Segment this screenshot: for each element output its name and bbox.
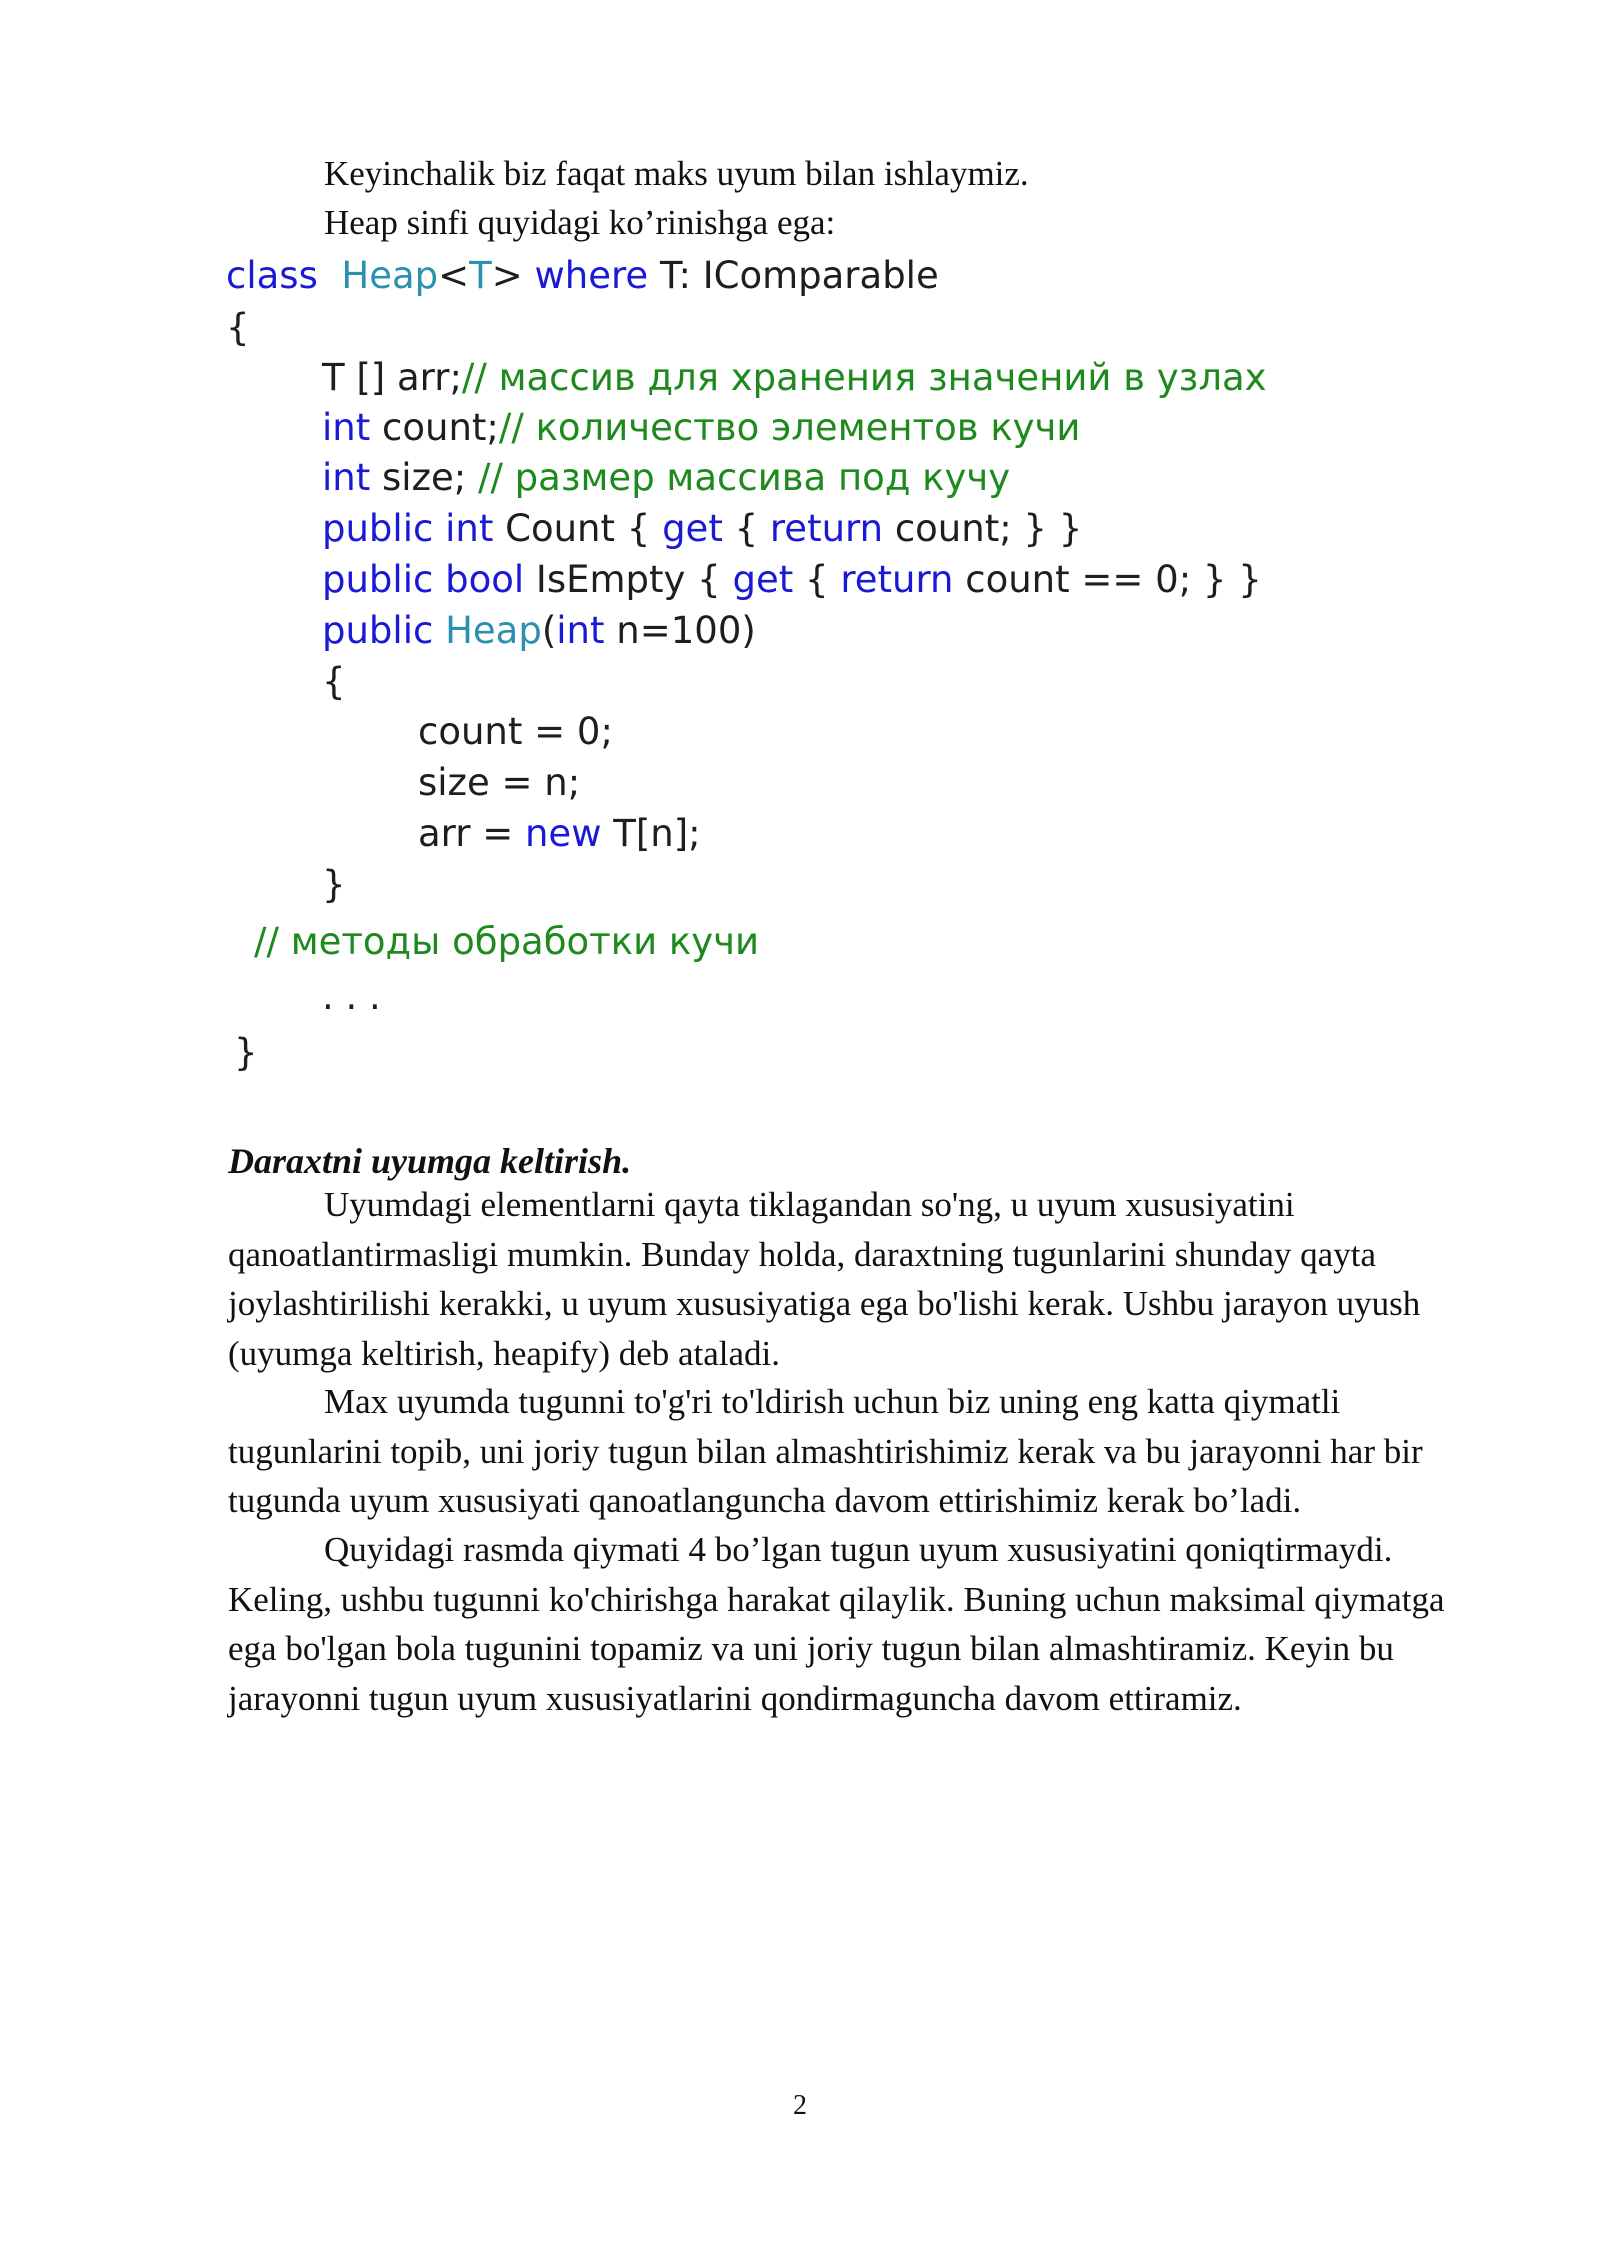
code-token: T: IComparable bbox=[659, 254, 939, 297]
paragraph: Max uyumda tugunni to'g'ri to'ldirish uchun biz uning eng katta qiymatli tugunlarini topib, uni joriy tugun bilan almashtirishimiz kerak va bu jarayonni har bir tugunda uyum xususiyati qanoatlanguncha davom ettirishimiz kerak bo’ladi. bbox=[228, 1382, 1423, 1521]
code-token: count; bbox=[382, 406, 499, 449]
code-comment: // размер массива под кучу bbox=[477, 456, 1011, 499]
code-comment: // методы обработки кучи bbox=[254, 920, 760, 963]
keyword: int bbox=[322, 406, 371, 449]
code-line-open-brace: { bbox=[226, 306, 250, 349]
code-token: T[n]; bbox=[613, 812, 701, 855]
code-line-ctor-open: { bbox=[322, 660, 346, 703]
code-line-close-brace: } bbox=[234, 1031, 258, 1074]
code-line-constructor bbox=[322, 606, 756, 656]
code-line-count-init: count = 0; bbox=[418, 710, 613, 753]
keyword: where bbox=[534, 254, 649, 297]
code-token: < bbox=[438, 254, 470, 297]
type-name: Heap bbox=[445, 609, 542, 652]
paragraph: Uyumdagi elementlarni qayta tiklagandan so'ng, u uyum xususiyatini qanoatlantirmasligi mumkin. Bunday holda, daraxtning tugunlarini shunday qayta joylashtirilishi kerakki, u uyum xususiyatiga ega bo'lishi kerak. Ushbu jarayon uyush (uyumga keltirish, heapify) deb ataladi. bbox=[228, 1185, 1421, 1373]
keyword: get bbox=[662, 507, 723, 550]
keyword: new bbox=[524, 812, 602, 855]
code-token: ( bbox=[541, 609, 557, 652]
code-line-ctor-close: } bbox=[322, 863, 346, 906]
keyword: int bbox=[556, 609, 605, 652]
section-heading: Daraxtni uyumga keltirish. bbox=[228, 1141, 632, 1181]
keyword: int bbox=[322, 456, 371, 499]
code-token: size; bbox=[382, 456, 478, 499]
code-comment: // количество элементов кучи bbox=[498, 406, 1081, 449]
code-token: > bbox=[491, 254, 523, 297]
code-line-ellipsis: . . . bbox=[322, 975, 381, 1018]
paragraph: Quyidagi rasmda qiymati 4 bo’lgan tugun uyum xususiyatini qoniqtirmaydi. Keling, ushbu tugunni ko'chirishga harakat qilaylik. Buning uchun maksimal qiymatga ega bo'lgan bola tugunini topamiz va uni joriy tugun bilan almashtiramiz. Keyin bu jarayonni tugun uyum xususiyatlarini qondirmaguncha davom ettiramiz. bbox=[228, 1530, 1445, 1718]
code-line-arr bbox=[322, 353, 1267, 403]
code-token: n=100) bbox=[616, 609, 756, 652]
keyword: get bbox=[732, 558, 794, 601]
keyword: return bbox=[769, 507, 884, 550]
code-token: { bbox=[734, 507, 759, 550]
code-comment: // массив для хранения значений в узлах bbox=[461, 356, 1267, 399]
keyword: public bbox=[322, 609, 434, 652]
keyword: return bbox=[840, 558, 954, 601]
code-line-isempty-prop bbox=[322, 555, 1262, 605]
code-line-class-decl bbox=[226, 251, 939, 301]
code-line-arr-init bbox=[418, 809, 701, 859]
intro-line-2: Heap sinfi quyidagi ko’rinishga ega: bbox=[324, 203, 836, 242]
page-number: 2 bbox=[793, 2090, 807, 2121]
code-token: count == 0; } } bbox=[965, 558, 1262, 601]
keyword: class bbox=[226, 254, 318, 297]
intro-line-1: Keyinchalik biz faqat maks uyum bilan ishlaymiz. bbox=[324, 154, 1029, 193]
code-token: T [] arr; bbox=[322, 356, 462, 399]
code-token: Count { bbox=[505, 507, 651, 550]
keyword: bool bbox=[445, 558, 525, 601]
keyword: public bbox=[322, 507, 434, 550]
code-line-size bbox=[322, 453, 1010, 503]
code-token: arr = bbox=[418, 812, 525, 855]
type-name: Heap bbox=[341, 254, 439, 297]
code-line-size-init: size = n; bbox=[418, 761, 581, 804]
keyword: int bbox=[445, 507, 494, 550]
code-token: count; } } bbox=[894, 507, 1083, 550]
type-param: T bbox=[469, 254, 492, 297]
code-token: { bbox=[805, 558, 829, 601]
code-token: IsEmpty { bbox=[535, 558, 721, 601]
keyword: public bbox=[322, 558, 434, 601]
code-line-count-prop bbox=[322, 504, 1082, 554]
code-line-count bbox=[322, 403, 1080, 453]
